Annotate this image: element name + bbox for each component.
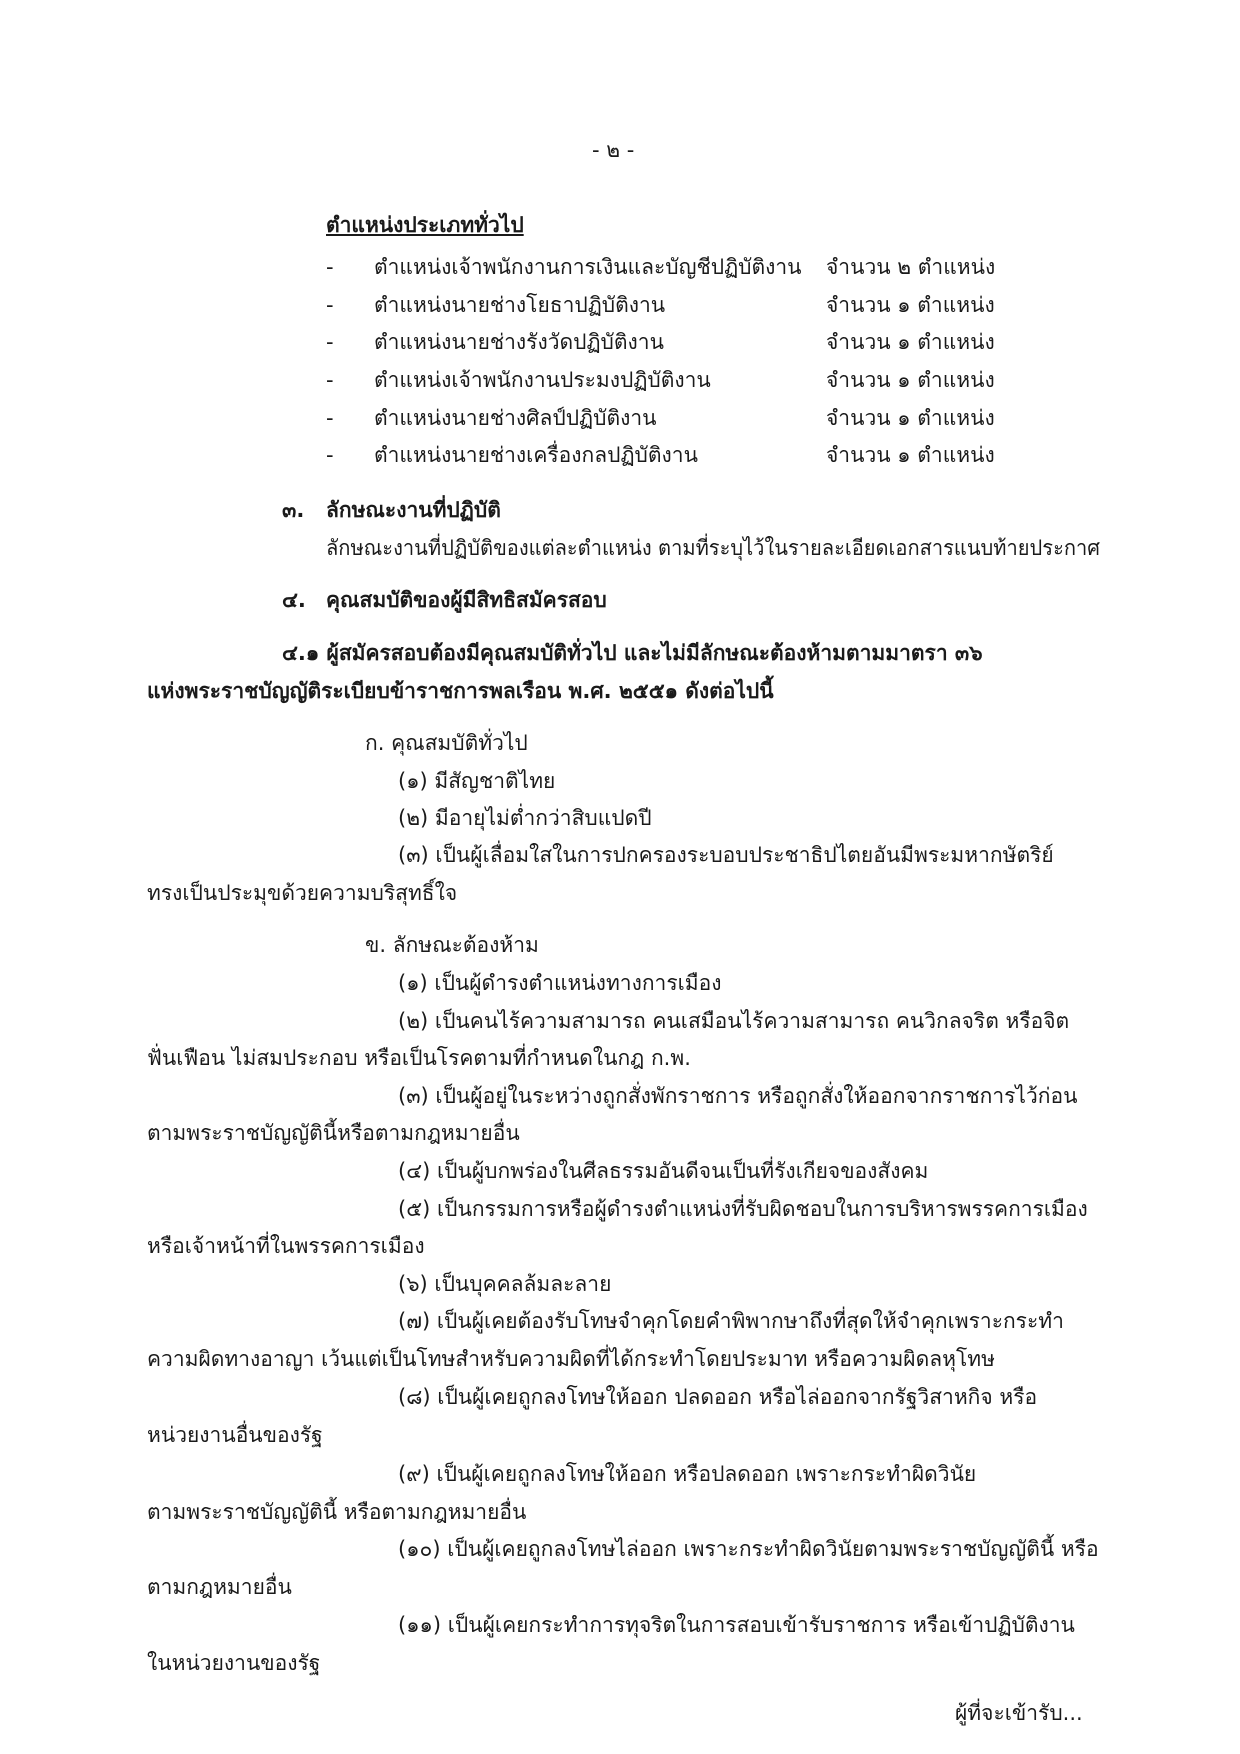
section4-intro-line1: ๔.๑ ผู้สมัครสอบต้องมีคุณสมบัติทั่วไป และไม่มีลักษณะต้องห้ามตามมาตรา ๓๖ [282, 641, 983, 665]
prohibited-item: (๑) เป็นผู้ดำรงตำแหน่งทางการเมือง [398, 971, 722, 995]
general-qualifications-heading: ก. คุณสมบัติทั่วไป [365, 731, 528, 755]
list-dash: - [326, 293, 334, 317]
position-name: ตำแหน่งนายช่างรังวัดปฏิบัติงาน [374, 330, 664, 354]
section4-number: ๔. [282, 588, 306, 612]
list-dash: - [326, 368, 334, 392]
section3-title: ลักษณะงานที่ปฏิบัติ [326, 498, 501, 522]
position-name: ตำแหน่งเจ้าพนักงานประมงปฏิบัติงาน [374, 368, 711, 392]
position-row [0, 440, 1240, 470]
section3-body: ลักษณะงานที่ปฏิบัติของแต่ละตำแหน่ง ตามที่ระบุไว้ในรายละเอียดเอกสารแนบท้ายประกาศ [326, 536, 1101, 560]
section4-intro-line2: แห่งพระราชบัญญัติระเบียบข้าราชการพลเรือน พ.ศ. ๒๕๕๑ ดังต่อไปนี้ [147, 679, 774, 703]
prohibited-item: (๑๐) เป็นผู้เคยถูกลงโทษไล่ออก เพราะกระทำผิดวินัยตามพระราชบัญญัตินี้ หรือ [398, 1537, 1099, 1561]
prohibited-item: (๙) เป็นผู้เคยถูกลงโทษให้ออก หรือปลดออก เพราะกระทำผิดวินัย [398, 1462, 977, 1486]
page-number: - ๒ - [592, 138, 635, 162]
general-item: (๓) เป็นผู้เลื่อมใสในการปกครองระบอบประชาธิปไตยอันมีพระมหากษัตริย์ [398, 843, 1054, 867]
section4-title: คุณสมบัติของผู้มีสิทธิสมัครสอบ [326, 588, 607, 612]
prohibited-item: (๒) เป็นคนไร้ความสามารถ คนเสมือนไร้ความสามารถ คนวิกลจริต หรือจิต [398, 1009, 1070, 1033]
position-row [0, 252, 1240, 282]
prohibited-item-continuation: หรือเจ้าหน้าที่ในพรรคการเมือง [147, 1234, 425, 1258]
position-name: ตำแหน่งนายช่างโยธาปฏิบัติงาน [374, 293, 666, 317]
list-dash: - [326, 255, 334, 279]
position-count: จำนวน ๑ ตำแหน่ง [826, 293, 995, 317]
position-row [0, 327, 1240, 357]
position-row [0, 290, 1240, 320]
prohibited-item: (๘) เป็นผู้เคยถูกลงโทษให้ออก ปลดออก หรือไล่ออกจากรัฐวิสาหกิจ หรือ [398, 1385, 1038, 1409]
position-count: จำนวน ๑ ตำแหน่ง [826, 443, 995, 467]
prohibited-item-continuation: ความผิดทางอาญา เว้นแต่เป็นโทษสำหรับความผิดที่ได้กระทำโดยประมาท หรือความผิดลหุโทษ [147, 1347, 995, 1371]
general-item: (๒) มีอายุไม่ต่ำกว่าสิบแปดปี [398, 806, 652, 830]
general-item-continuation: ทรงเป็นประมุขด้วยความบริสุทธิ์ใจ [147, 881, 458, 905]
prohibited-item-continuation: หน่วยงานอื่นของรัฐ [147, 1423, 323, 1447]
position-name: ตำแหน่งนายช่างเครื่องกลปฏิบัติงาน [374, 443, 698, 467]
list-dash: - [326, 330, 334, 354]
prohibited-item: (๔) เป็นผู้บกพร่องในศีลธรรมอันดีจนเป็นที่รังเกียจของสังคม [398, 1159, 929, 1183]
page-continuation: ผู้ที่จะเข้ารับ... [955, 1701, 1083, 1725]
prohibited-item-continuation: ฟั่นเฟือน ไม่สมประกอบ หรือเป็นโรคตามที่กำหนดในกฎ ก.พ. [147, 1046, 691, 1070]
position-count: จำนวน ๑ ตำแหน่ง [826, 368, 995, 392]
position-count: จำนวน ๒ ตำแหน่ง [826, 255, 996, 279]
prohibited-item-continuation: ตามพระราชบัญญัตินี้ หรือตามกฎหมายอื่น [147, 1500, 527, 1524]
prohibited-item: (๖) เป็นบุคคลล้มละลาย [398, 1272, 612, 1296]
prohibited-item: (๑๑) เป็นผู้เคยกระทำการทุจริตในการสอบเข้ารับราชการ หรือเข้าปฏิบัติงาน [398, 1613, 1075, 1637]
prohibited-item: (๕) เป็นกรรมการหรือผู้ดำรงตำแหน่งที่รับผิดชอบในการบริหารพรรคการเมือง [398, 1197, 1088, 1221]
prohibited-item: (๓) เป็นผู้อยู่ในระหว่างถูกสั่งพักราชการ หรือถูกสั่งให้ออกจากราชการไว้ก่อน [398, 1084, 1078, 1108]
prohibited-item-continuation: ในหน่วยงานของรัฐ [147, 1651, 321, 1675]
position-row [0, 365, 1240, 395]
general-item: (๑) มีสัญชาติไทย [398, 769, 556, 793]
position-name: ตำแหน่งนายช่างศิลป์ปฏิบัติงาน [374, 406, 657, 430]
prohibited-item-continuation: ตามกฎหมายอื่น [147, 1575, 292, 1599]
list-dash: - [326, 443, 334, 467]
prohibited-item-continuation: ตามพระราชบัญญัตินี้หรือตามกฎหมายอื่น [147, 1121, 520, 1145]
position-name: ตำแหน่งเจ้าพนักงานการเงินและบัญชีปฏิบัติงาน [374, 255, 802, 279]
section3-number: ๓. [282, 498, 305, 522]
prohibited-item: (๗) เป็นผู้เคยต้องรับโทษจำคุกโดยคำพิพากษาถึงที่สุดให้จำคุกเพราะกระทำ [398, 1309, 1064, 1333]
list-dash: - [326, 406, 334, 430]
position-count: จำนวน ๑ ตำแหน่ง [826, 330, 995, 354]
position-count: จำนวน ๑ ตำแหน่ง [826, 406, 995, 430]
position-row [0, 403, 1240, 433]
general-positions-heading: ตำแหน่งประเภททั่วไป [326, 213, 524, 237]
prohibited-heading: ข. ลักษณะต้องห้าม [365, 933, 539, 957]
